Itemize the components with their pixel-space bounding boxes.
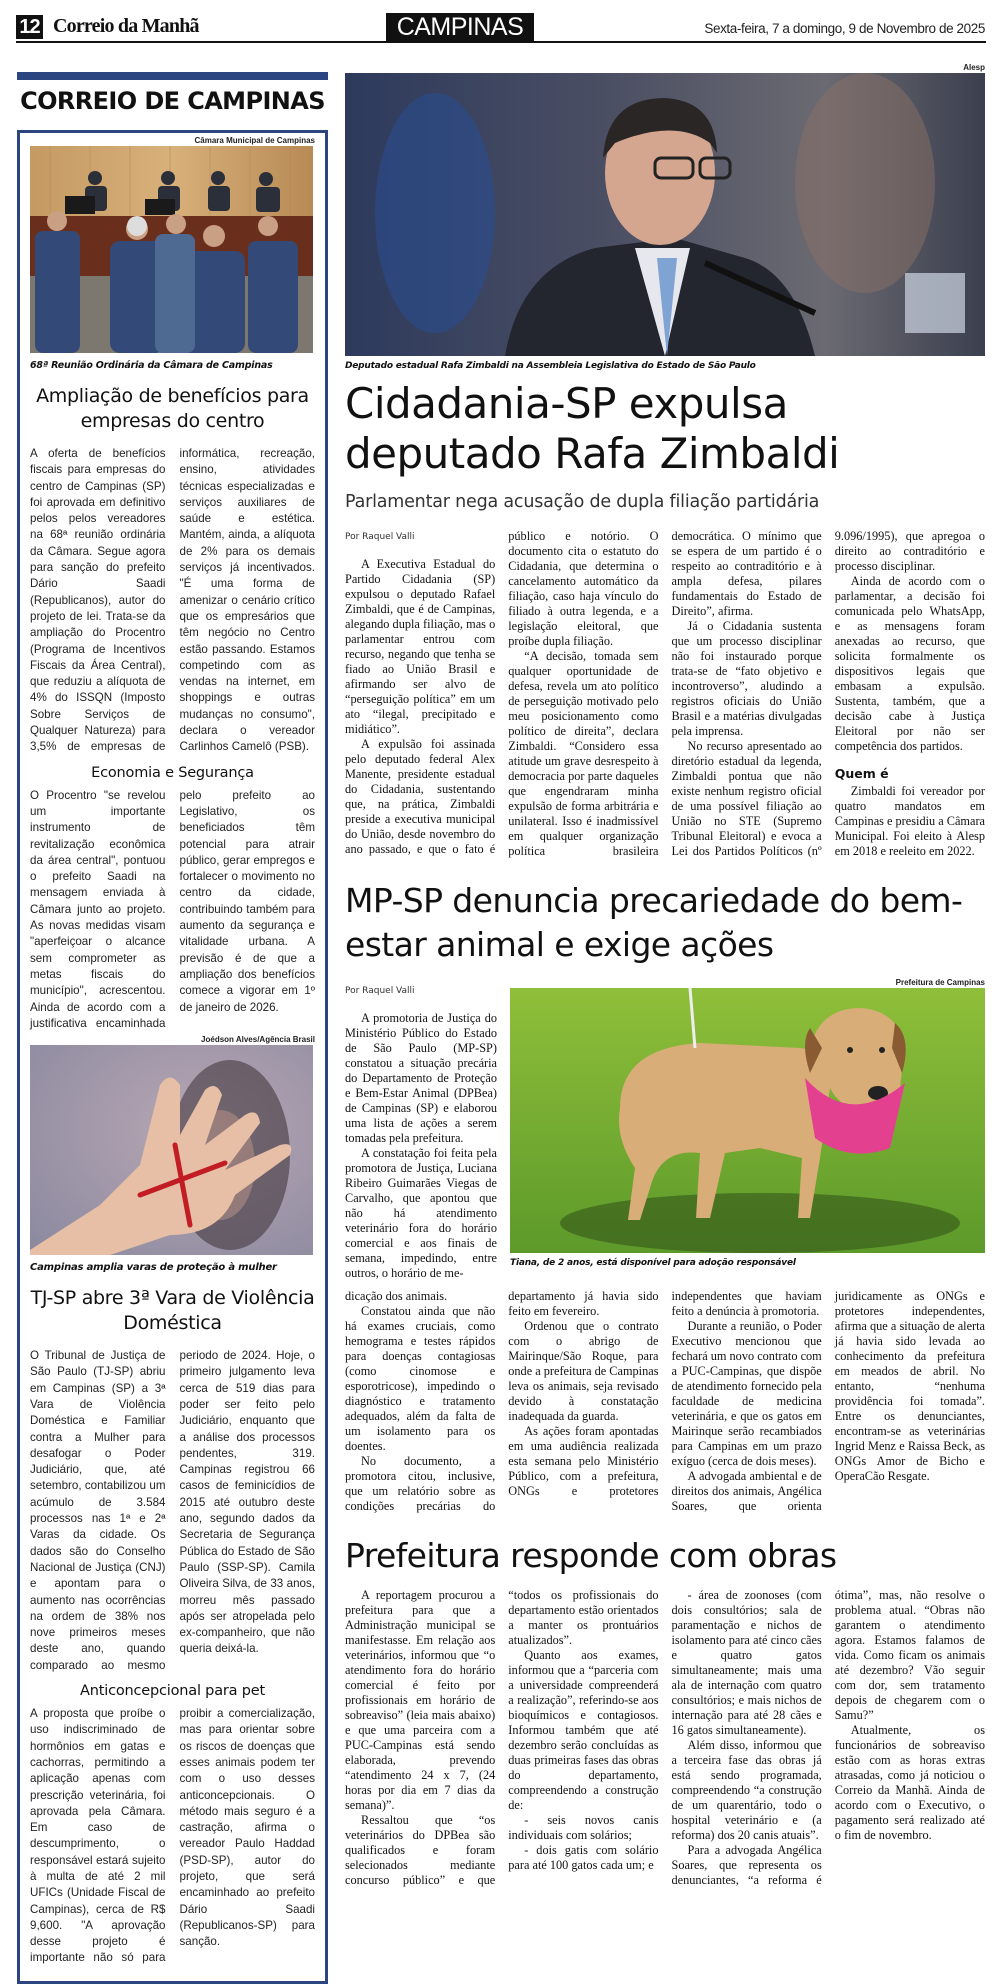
paragraph: O Tribunal de Justiça de São Paulo (TJ-SP) abriu em Campinas (SP) a 3ª Vara de Violência Doméstica e Familiar contra a Mulher para desafogar o Poder Judiciário, que, até setembro, contabilizou um acúmulo de 3.584 processos nas 1ª e 2ª Varas da cidade. Os dados são do Conselho Nacional de Justiça (CNJ) e apontam para o aumento nas ocorrências na ordem de 38% nos nove primeiros meses deste ano, quando comparado ao mesmo periodo de 2024. Hoje, o primeiro julgamento leva cerca de 519 dias para poder ser feito pelo Judiciário, enquanto que a análise dos processos pendentes, 319. Campinas registrou 66 casos de feminicídios de 2015 até outubro deste ano, segundo dados da Secretaria de Segurança Pública do Estado de São Paulo (SSP-SP). Camila Oliveira Silva, de 33 anos, morreu mês passado após ser atropelada pelo ex-companheiro, que não queria deixá-la. bbox=[30, 1349, 315, 1672]
sidebar bbox=[17, 72, 328, 1984]
paragraph: A expulsão foi assinada pelo deputado federal Alex Manente, presidente estadual do Cidadania, sustentando que, na prática, Zimbaldi preside a executiva municipal do União, desde novembro do ano passado, e que o fato é público e notório. O documento cita o estatuto do Cidadania, que determina o cancelamento automático da filiação, caso haja vínculo do filiado à outra legenda, e a legislação eleitoral, que proíbe dupla filiação. bbox=[345, 529, 659, 856]
council-session-photo bbox=[30, 146, 313, 353]
paragraph: Quanto aos exames, informou que a “parceria com a universidade compreenderá a realização”, referindo-se aos bioquímicos e contagiosos. Informou também que até dezembro serão concluídas as duas primeiras fases das obras do departamento, compreendendo a construção de: bbox=[508, 1648, 659, 1812]
paragraph: No recurso apresentado ao diretório estadual da legenda, Zimbaldi pontua que não existe nenhum registro oficial de uma possível filiação ao União no STE (Supremo Tribunal Eleitoral) e evoca a Lei dos Partidos Políticos (nº 9.096/1995), que apregoa o direito ao contraditório e processo disciplinar. bbox=[671, 529, 985, 858]
lead-headline: Cidadania-SP expulsa deputado Rafa Zimbaldi bbox=[345, 379, 840, 478]
deputy-photo bbox=[345, 73, 985, 356]
dog-photo-block bbox=[510, 977, 985, 1270]
photo-caption: Campinas amplia varas de proteção à mulher bbox=[30, 1262, 277, 1274]
paragraph: A promotoria de Justiça do Ministério Público do Estado de São Paulo (MP-SP) constatou a situação precária do Departamento de Proteção e Bem-Estar Animal (DPBea) de Campinas (SP) e elaborou uma lista de ações a serem tomadas pela prefeitura. bbox=[345, 1011, 497, 1145]
story-body bbox=[30, 1706, 315, 1967]
paragraph: As ações foram apontadas em uma audiência realizada esta semana pelo Ministério Público, com a prefeitura, ONGs e protetores independentes que haviam feito a denúncia à promotoria. bbox=[508, 1289, 822, 1498]
paragraph: A oferta de benefícios fiscais para empresas do centro de Campinas (SP) foi aprovada em definitivo pelos pelos vereadores na 68ª reunião ordinária da Câmara. Segue agora para sanção do prefeito Dário Saadi (Republicanos), autor do projeto de lei. Trata-se da ampliação do Procentro (Programa de Incentivos Fiscais da Área Central), que reduziu a alíquota de 4% do ISSQN (Imposto Sobre Serviços de Qualquer Natureza) para 3,5% de empresas de informática, recreação, ensino, atividades técnicas especializadas e serviços auxiliares de saúde e estética. Mantém, ainda, a alíquota de 2% para os demais serviços já incentivados. "É uma forma de amenizar o cenário crítico que os empresários que têm negócio no Centro estão passando. Estamos competindo com as vendas na internet, em shoppings e outras mudanças no consumo", declara o vereador Carlinhos Camelô (PSB). bbox=[30, 447, 315, 754]
works-paragraphs bbox=[345, 1588, 985, 1888]
animal-top-row bbox=[345, 977, 985, 1281]
animal-headline: MP-SP denuncia precariedade do bem-estar animal e exige ações bbox=[345, 881, 963, 964]
sidebar-top-bar bbox=[17, 72, 328, 80]
works-headline: Prefeitura responde com obras bbox=[345, 1536, 837, 1575]
main-area bbox=[345, 62, 985, 1888]
paragraph: Ordenou que o contrato com o abrigo de Mairinque/São Roque, para onde a prefeitura de Campinas leva os animais, seja revisado devido à constatação inadequada da guarda. bbox=[508, 1319, 659, 1423]
paragraph: Atualmente, os funcionários de sobreaviso estão com as horas extras atrasadas, como já noticiou o Correio da Manhã. Ainda de acordo com o Executivo, o pagamento será realizado até o fim de novembro. bbox=[834, 1723, 985, 1842]
lead-body bbox=[345, 529, 985, 859]
paragraph: A constatação foi feita pela promotora de Justiça, Luciana Ribeiro Guimarães Viegas de Carvalho, que apontou que não há atendimento veterinário fora do horário comercial e aos finais de semana, impedindo, entre outros, o horário de me- bbox=[345, 1146, 497, 1280]
lead-subtitle: Parlamentar nega acusação de dupla filiação partidária bbox=[345, 492, 820, 512]
photo-credit: Prefeitura de Campinas bbox=[895, 978, 985, 987]
paragraph: Constatou ainda que não há exames cruciais, como hemograma e testes rápidos para doenças contagiosas (como cinomose e esporotricose), impedindo o diagnóstico e tratamento adequados, além da falta de um isolamento para os doentes. bbox=[345, 1304, 496, 1453]
animal-body-col1 bbox=[345, 1011, 497, 1281]
story-body bbox=[30, 1348, 315, 1674]
paragraph: A advogada ambiental e de direitos dos animais, Angélica Soares, que orienta juridicamente as ONGs e protetores independentes, afirma que a situação de alerta já havia sido levada ao conhecimento da prefeitura em meados de abril. No entanto, “nenhuma providência foi tomada”. Entre os denunciantes, encontram-se as veterinárias Ingrid Menz e Raissa Beck, as ONGs Amor de Bicho e OperaCão Resgate. bbox=[671, 1289, 985, 1513]
byline: Por Raquel Valli bbox=[345, 532, 415, 542]
paragraph: O Procentro "se revelou um importante instrumento de revitalização econômica da área central", pontuou o prefeito Saadi na mensagem enviada à Câmara junto ao projeto. As novas medidas visam "aperfeiçoar o alcance sem comprometer as metas fiscais do município", acrescentou. Ainda de acordo com a justificativa encaminhada pelo prefeito ao Legislativo, os beneficiados têm potencial para atrair público, gerar empregos e fortalecer o movimento no centro da cidade, contribuindo também para aumento da segurança e vitalidade urbana. A previsão é de que a ampliação dos benefícios comece a vigorar em 1º de janeiro de 2026. bbox=[30, 788, 315, 1030]
header-rule bbox=[16, 41, 986, 43]
paragraph: - dois gatis com solário para até 100 gatos cada um; e bbox=[508, 1843, 659, 1872]
paragraph: A reportagem procurou a prefeitura para que a Administração municipal se manifestasse. Em relação aos veterinários, informou que “o atendimento fora do horário comercial é feito por profissionais em horário de sobreaviso” (leia mais abaixo) e que uma parceira com a PUC-Campinas está sendo elaborada, prevendo “atendimento 24 x 7, (24 horas por dia em 7 dias da semana)”. bbox=[345, 1588, 496, 1812]
animal-paragraphs bbox=[345, 1289, 985, 1514]
paragraph: - seis novos canis individuais com solários; bbox=[508, 1813, 659, 1842]
sidebar-title: CORREIO DE CAMPINAS bbox=[20, 87, 325, 115]
lead-paragraphs bbox=[835, 784, 985, 859]
photo-credit: Câmara Municipal de Campinas bbox=[194, 136, 315, 145]
section-label: CAMPINAS bbox=[386, 13, 534, 41]
lead-subheading: Quem é bbox=[834, 766, 889, 781]
animal-col1 bbox=[345, 977, 497, 1281]
animal-body bbox=[345, 1289, 985, 1514]
newspaper-logo: Correio da Manhã bbox=[53, 15, 199, 37]
story-headline: TJ-SP abre 3ª Vara de Violência Doméstica bbox=[30, 1287, 315, 1335]
page-number: 12 bbox=[16, 15, 43, 39]
works-body bbox=[345, 1588, 985, 1888]
story-headline: Ampliação de benefícios para empresas do centro bbox=[36, 385, 309, 432]
story-subheading: Economia e Segurança bbox=[91, 764, 254, 781]
issue-date: Sexta-feira, 7 a domingo, 9 de Novembro de 2025 bbox=[704, 21, 985, 36]
paragraph: - área de zoonoses (com dois consultórios; sala de paramentação e nichos de isolamento para até cinco cães e quatro gatos simultaneamente; mais uma ala de internação com quatro consultórios; e mais nichos de internação para até 28 cães e 16 gatos simultaneamente). bbox=[671, 1588, 822, 1737]
story-subheading: Anticoncepcional para pet bbox=[80, 1683, 265, 1700]
paragraph: A Executiva Estadual do Partido Cidadania (SP) expulsou o deputado Rafael Zimbaldi, que é de Campinas, alegando dupla filiação, mas o parlamentar entrou com recurso, negando que tenha se fiado ao União Brasil e afirmando ser alvo de “perseguição política” em um ato “ilegal, precipitado e midiático”. bbox=[345, 557, 496, 736]
paragraph: Ressaltou que “os veterinários do DPBea são qualificados e foram selecionados mediante concurso público” e que “todos os profissionais do departamento estão orientados a manter os prontuários atualizados”. bbox=[345, 1588, 659, 1887]
dog-photo bbox=[510, 988, 985, 1253]
byline: Por Raquel Valli bbox=[345, 986, 415, 996]
paragraph: Zimbaldi foi vereador por quatro mandatos em Campinas e presidiu a Câmara Municipal. Foi eleito à Alesp em 2018 e reeleito em 2022. bbox=[834, 784, 985, 858]
photo-caption: 68ª Reunião Ordinária da Câmara de Campinas bbox=[30, 360, 273, 371]
paragraph: Já o Cidadania sustenta que um processo disciplinar não foi instaurado porque trata-se de “fato objetivo e incontroverso”, aludindo a registros oficiais do União Brasil e a matérias divulgadas pela imprensa. bbox=[671, 619, 822, 738]
paragraph: Além disso, informou que a terceira fase das obras já está sendo programada, compreendendo “a construção de um quarentário, todo o hospital veterinário e (a reforma) dos 20 canis atuais”. bbox=[671, 1738, 822, 1842]
photo-credit: Alesp bbox=[963, 63, 985, 72]
photo-caption: Tiana, de 2 anos, está disponível para adoção responsável bbox=[510, 1258, 796, 1268]
photo-credit: Joédson Alves/Agência Brasil bbox=[201, 1035, 315, 1045]
paragraph: Ainda de acordo com o parlamentar, a decisão foi comunicada pelo WhatsApp, e as mensagens foram anexadas ao recurso, que solicita formalmente os dispositivos legais que embasam a expulsão. Sustenta, também, que a decisão cabe à Justiça Eleitoral por não ser competência dos partidos. bbox=[834, 574, 985, 753]
paragraph: “A decisão, tomada sem qualquer oportunidade de defesa, revela um ato político de perseguição motivado pelo meu posicionamento como político de direita”, declara Zimbaldi. “Considero essa atitude um grave desrespeito à democracia por parte daqueles que engendraram minha expulsão de forma arbitrária e unilateral. Isso é inadmissível em qualquer organização política brasileira democrática. O mínimo que se espera de um partido é o respeito ao contraditório e à ampla defesa, pilares fundamentais do Estado de Direito”, afirma. bbox=[508, 529, 822, 858]
hand-red-x-photo bbox=[30, 1045, 313, 1255]
photo-caption: Deputado estadual Rafa Zimbaldi na Assembleia Legislativa do Estado de São Paulo bbox=[345, 361, 756, 371]
paragraph: dicação dos animais. bbox=[345, 1289, 448, 1303]
paragraph: A proposta que proíbe o uso indiscriminado de hormônios em gatas e cachorras, permitindo a aplicação apenas com prescrição veterinária, foi aprovada pela Câmara. Em caso de descumprimento, o responsável estará sujeito à multa de até 2 mil UFICs (Unidade Fiscal de Campinas), cerca de R$ 9,600. "A aprovação desse projeto é importante não só para proibir a comercialização, mas para orientar sobre os riscos de doenças que esses animais podem ter com o uso desses anticoncepcionais. O método mais seguro é a castração, afirma o vereador Paulo Haddad (PSD-SP), autor do projeto, que será encaminhado ao prefeito Dário Saadi (Republicanos-SP) para sanção. bbox=[30, 1707, 315, 1965]
story-body bbox=[30, 788, 315, 1032]
paragraph: Para a advogada Angélica Soares, que representa os denunciantes, “a reforma é ótima”, mas, não resolve o problema atual. “Obras não garantem o atendimento agora. Estamos falamos de vida. Como ficam os animais até dezembro? Vão seguir com dor, sem tratamento depois de chegarem com o Samu?” bbox=[671, 1588, 985, 1887]
story-body bbox=[30, 446, 315, 756]
paragraph: No documento, a promotora citou, inclusive, que um relatório sobre as condições precárias do departamento já havia sido feito em fevereiro. bbox=[345, 1289, 659, 1513]
sidebar-box bbox=[17, 130, 328, 1984]
paragraph: Durante a reunião, o Poder Executivo mencionou que fechará um novo contrato com a PUC-Campinas, que dispõe de atendimento fornecido pela faculdade de medicina veterinária, e que os gatos em Mairinque serão recambiados para Campinas em um prazo exíguo (cerca de dois meses). bbox=[671, 1319, 822, 1468]
